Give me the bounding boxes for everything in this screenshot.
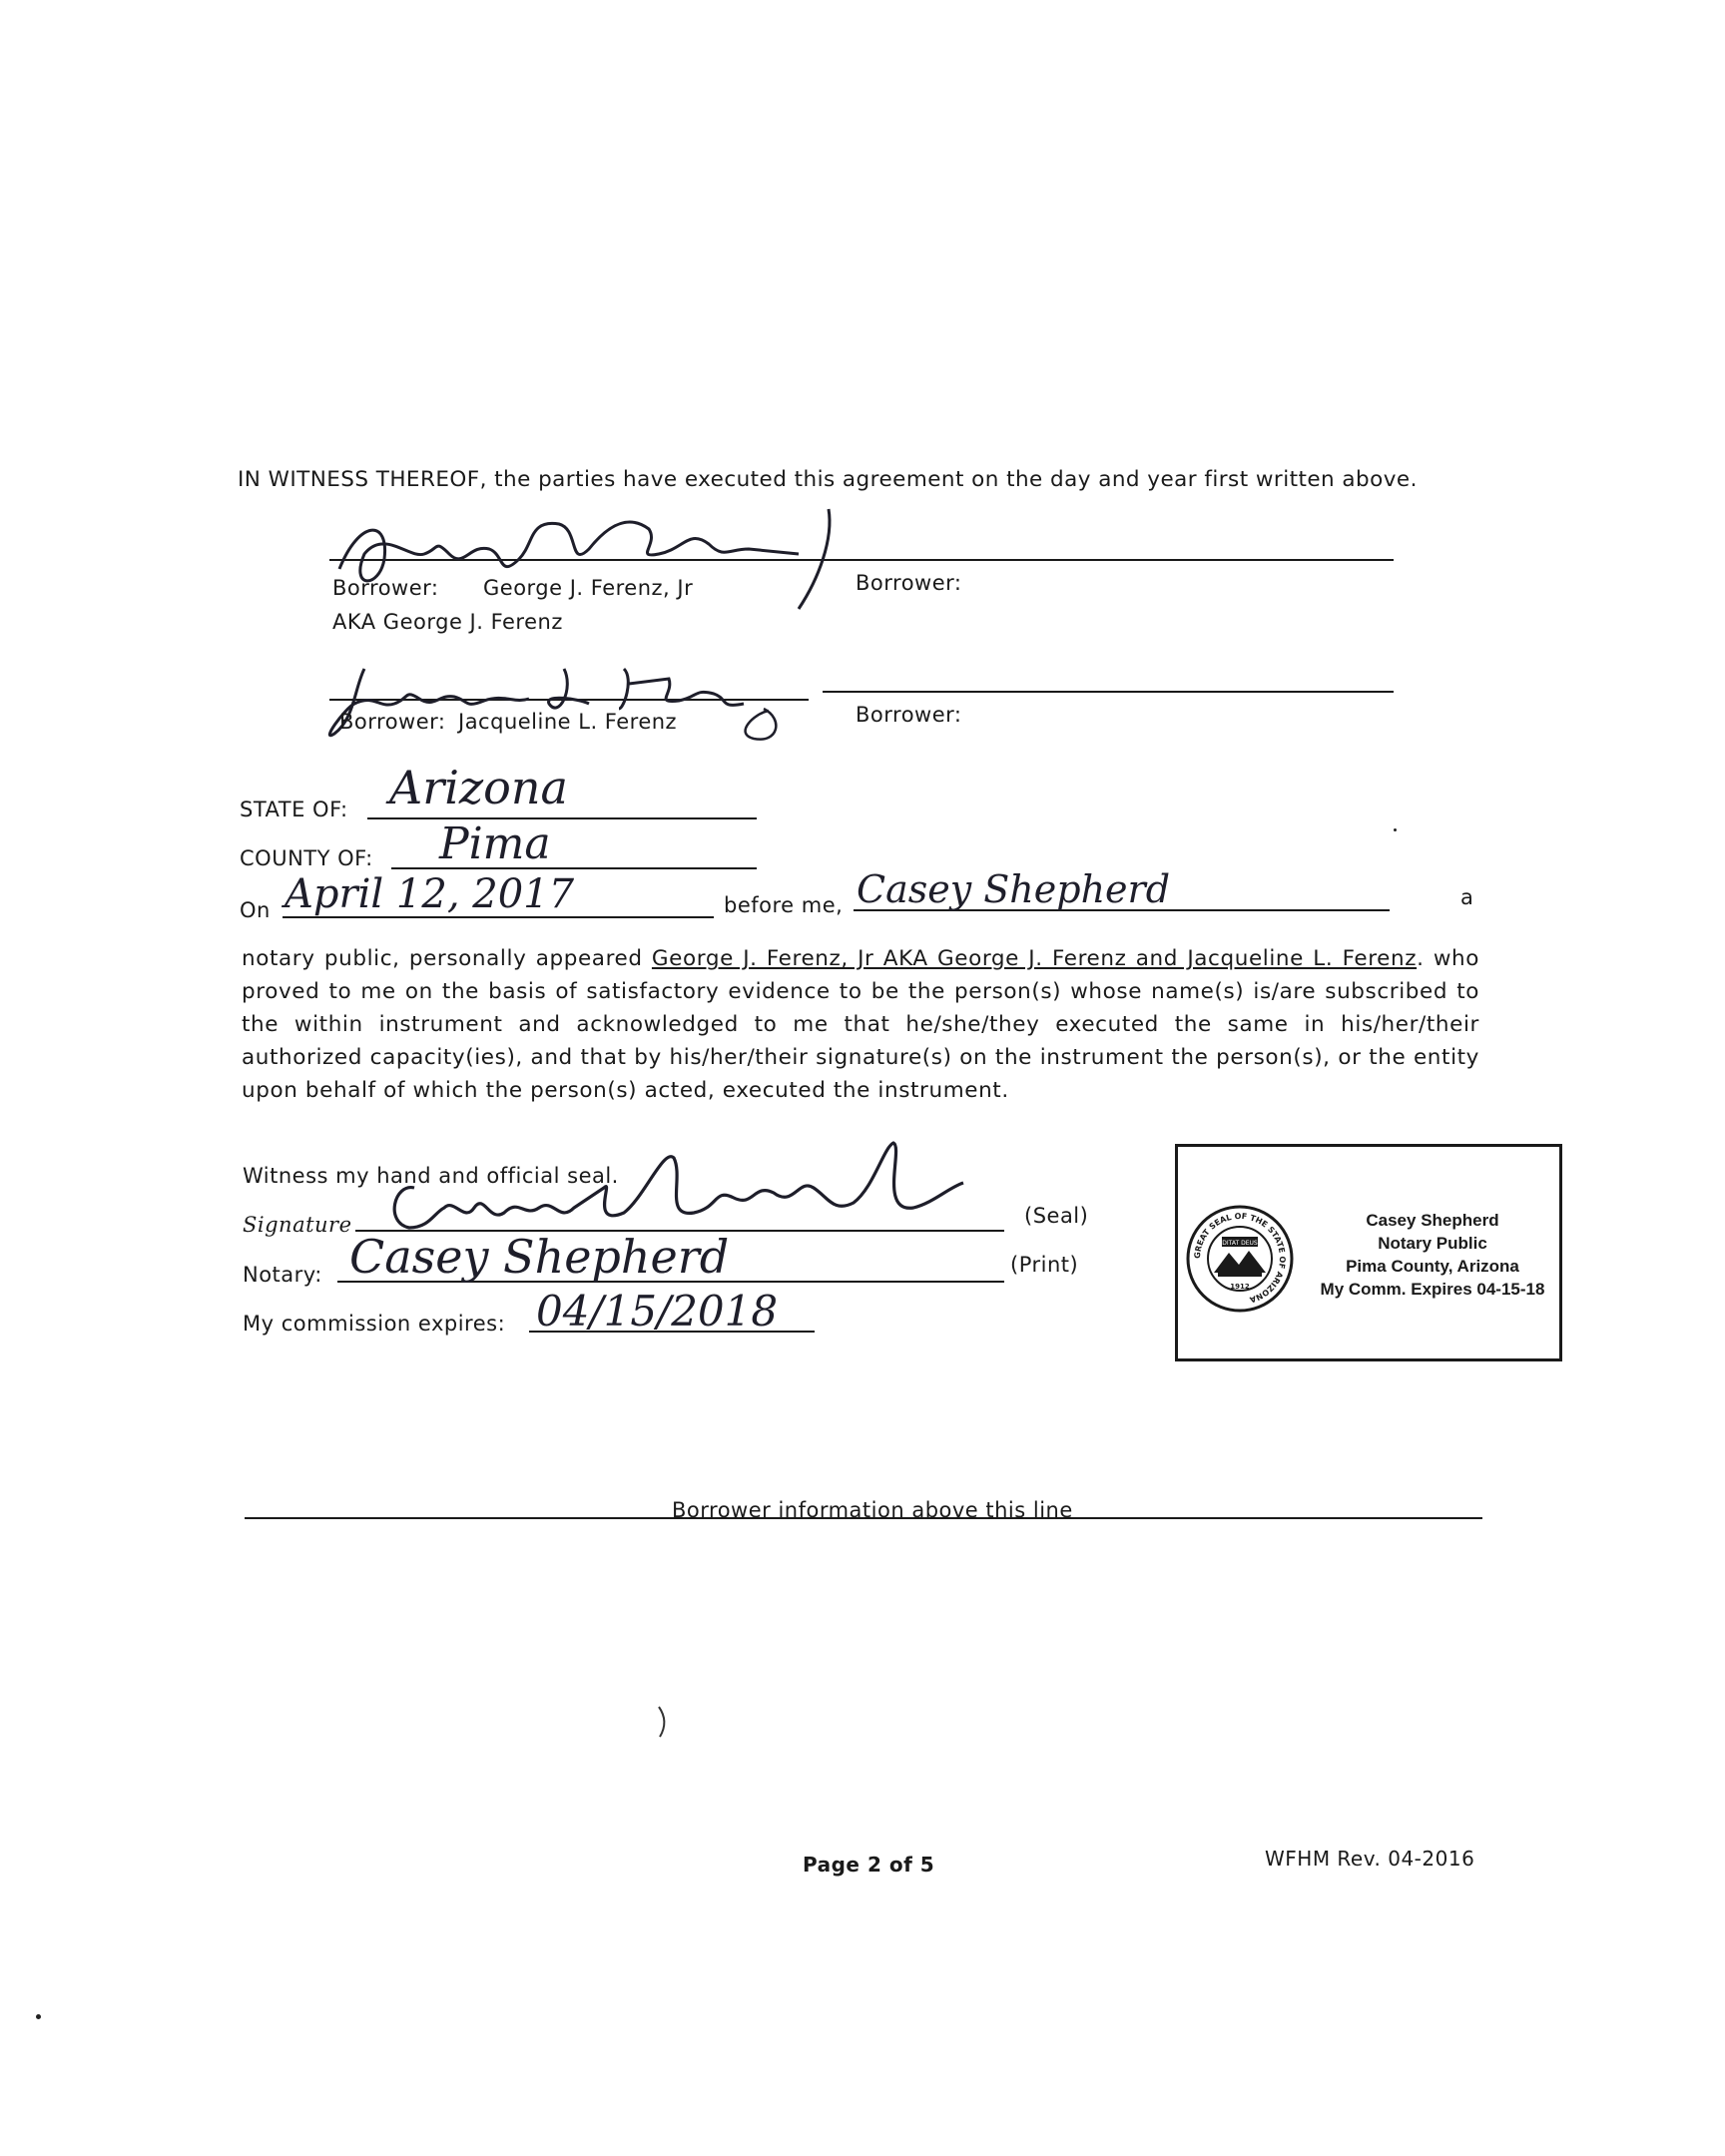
seal-name: Casey Shepherd — [1366, 1211, 1499, 1230]
revision-label: WFHM Rev. 04-2016 — [1265, 1847, 1475, 1871]
borrower2-label: Borrower: — [856, 571, 962, 595]
seal-title: Notary Public — [1378, 1234, 1487, 1253]
on-label: On — [240, 898, 271, 922]
witness-statement: IN WITNESS THEREOF, the parties have executed this agreement on the day and year first written above. — [238, 467, 1418, 492]
notary-print-name: Casey Shepherd — [349, 1230, 730, 1284]
seal-text-block — [1298, 1209, 1567, 1301]
state-seal-emblem — [1184, 1203, 1296, 1315]
borrower3-label: Borrower: — [339, 710, 446, 734]
borrower4-signature-line — [823, 691, 1394, 693]
county-value: Pima — [439, 818, 551, 869]
speck — [36, 2014, 41, 2019]
borrower1-aka: AKA George J. Ferenz — [332, 610, 563, 634]
seal-expires: My Comm. Expires 04-15-18 — [1320, 1280, 1545, 1299]
borrower1-label: Borrower: — [332, 576, 439, 600]
acknowledgment-body: who proved to me on the basis of satisfactory evidence to be the person(s) whose name(s) is/are subscribed to the within instrument and acknowledged to me that he/she/they executed the same in his/her/their authorized capacity(ies), and that by his/her/their signature(s) on the instrument the person(s), or the entity upon behalf of which the person(s) acted, executed the instrument. — [242, 946, 1480, 1103]
speck — [1394, 828, 1397, 831]
seal-county: Pima County, Arizona — [1346, 1257, 1519, 1276]
svg-text:DITAT DEUS: DITAT DEUS — [1222, 1240, 1258, 1247]
borrower1-name: George J. Ferenz, Jr — [483, 576, 694, 600]
borrower1-signature — [329, 499, 849, 619]
seal-label: (Seal) — [1024, 1204, 1089, 1228]
county-label: COUNTY OF: — [240, 846, 373, 870]
commission-expires-label: My commission expires: — [243, 1312, 506, 1336]
acknowledgment-lead: notary public, personally appeared — [242, 946, 643, 971]
acknowledgment-paragraph — [242, 942, 1479, 1107]
commission-expires-value: 04/15/2018 — [536, 1287, 779, 1336]
borrower4-label: Borrower: — [856, 703, 962, 727]
svg-text:1912: 1912 — [1230, 1283, 1250, 1291]
acknowledgment-date: April 12, 2017 — [285, 871, 575, 917]
notary-label: Notary: — [243, 1263, 322, 1287]
print-label: (Print) — [1010, 1253, 1079, 1277]
appeared-names: George J. Ferenz, Jr AKA George J. Ferenz and Jacqueline L. Ferenz — [651, 946, 1418, 971]
svg-text:GREAT SEAL OF THE STATE OF ARI: GREAT SEAL OF THE STATE OF ARIZONA — [1192, 1211, 1288, 1305]
state-value: Arizona — [389, 761, 568, 814]
borrower3-signature — [324, 649, 784, 749]
before-me-label: before me, — [724, 893, 844, 917]
signature-label: Signature — [243, 1213, 352, 1237]
stray-mark — [654, 1702, 674, 1742]
notary-seal-stamp — [1175, 1144, 1562, 1361]
page-number: Page 2 of 5 — [803, 1853, 935, 1877]
notary-name-handwritten: Casey Shepherd — [857, 867, 1171, 911]
a-label: a — [1460, 885, 1474, 909]
borrower3-name: Jacqueline L. Ferenz — [458, 710, 678, 734]
period: . — [1417, 946, 1425, 971]
divider-label: Borrower information above this line — [672, 1498, 1073, 1522]
state-label: STATE OF: — [240, 798, 348, 821]
state-line — [367, 817, 757, 819]
witness-hand-label: Witness my hand and official seal. — [243, 1164, 619, 1188]
